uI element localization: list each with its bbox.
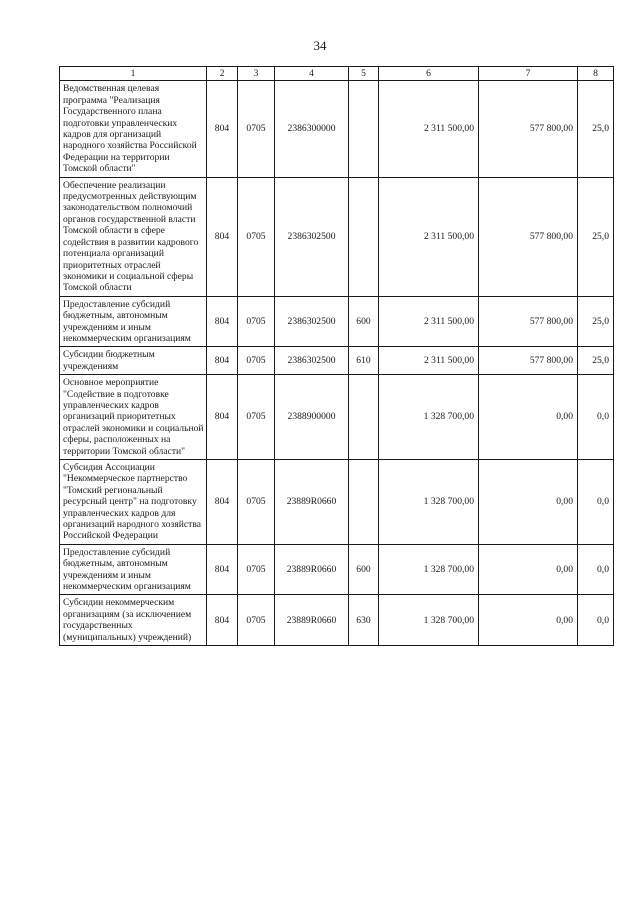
table-row	[60, 460, 614, 545]
expense-type-cell: 630	[349, 595, 379, 646]
row-name-cell: Основное мероприятие "Содействие в подготовке управленческих кадров организаций приоритетных отраслей экономики и социальной сферы, расположенных на территории Томской области"	[60, 375, 207, 460]
section-code-cell: 0705	[238, 544, 275, 595]
row-name-cell: Субсидия Ассоциации "Некоммерческое партнерство "Томский региональный ресурсный центр" на подготовку управленческих кадров для организаций народного хозяйства Российской Федерации	[60, 460, 207, 545]
header-cell: 2	[207, 67, 238, 81]
row-name-cell: Ведомственная целевая программа "Реализация Государственного плана подготовки управленческих кадров для организаций народного хозяйства Российской Федерации на территории Томской области"	[60, 81, 207, 177]
section-code-cell: 0705	[238, 296, 275, 347]
row-name-cell: Субсидии бюджетным учреждениям	[60, 347, 207, 375]
header-cell: 7	[479, 67, 578, 81]
admin-code-cell: 804	[207, 375, 238, 460]
percent-cell: 0,0	[578, 375, 614, 460]
section-code-cell: 0705	[238, 595, 275, 646]
expense-type-cell: 610	[349, 347, 379, 375]
plan-amount-cell: 2 311 500,00	[379, 177, 479, 296]
table-row	[60, 375, 614, 460]
table-header-row	[60, 67, 614, 81]
plan-amount-cell: 1 328 700,00	[379, 544, 479, 595]
actual-amount-cell: 577 800,00	[479, 177, 578, 296]
plan-amount-cell: 1 328 700,00	[379, 595, 479, 646]
percent-cell: 0,0	[578, 595, 614, 646]
expense-type-cell: 600	[349, 296, 379, 347]
admin-code-cell: 804	[207, 81, 238, 177]
actual-amount-cell: 0,00	[479, 375, 578, 460]
target-article-cell: 2386302500	[275, 347, 349, 375]
expense-type-cell	[349, 460, 379, 545]
plan-amount-cell: 2 311 500,00	[379, 347, 479, 375]
admin-code-cell: 804	[207, 296, 238, 347]
admin-code-cell: 804	[207, 544, 238, 595]
percent-cell: 25,0	[578, 81, 614, 177]
section-code-cell: 0705	[238, 347, 275, 375]
section-code-cell: 0705	[238, 460, 275, 545]
target-article-cell: 2386302500	[275, 296, 349, 347]
table-row	[60, 81, 614, 177]
header-cell: 3	[238, 67, 275, 81]
admin-code-cell: 804	[207, 595, 238, 646]
target-article-cell: 2386300000	[275, 81, 349, 177]
actual-amount-cell: 577 800,00	[479, 296, 578, 347]
actual-amount-cell: 577 800,00	[479, 81, 578, 177]
header-cell: 8	[578, 67, 614, 81]
actual-amount-cell: 0,00	[479, 460, 578, 545]
budget-table	[59, 66, 614, 646]
percent-cell: 25,0	[578, 177, 614, 296]
expense-type-cell	[349, 375, 379, 460]
table-body	[60, 67, 614, 646]
target-article-cell: 2388900000	[275, 375, 349, 460]
actual-amount-cell: 577 800,00	[479, 347, 578, 375]
section-code-cell: 0705	[238, 177, 275, 296]
row-name-cell: Предоставление субсидий бюджетным, автономным учреждениям и иным некоммерческим организациям	[60, 296, 207, 347]
table-row	[60, 177, 614, 296]
plan-amount-cell: 2 311 500,00	[379, 81, 479, 177]
header-cell: 5	[349, 67, 379, 81]
header-cell: 1	[60, 67, 207, 81]
percent-cell: 25,0	[578, 347, 614, 375]
row-name-cell: Предоставление субсидий бюджетным, автономным учреждениям и иным некоммерческим организациям	[60, 544, 207, 595]
percent-cell: 0,0	[578, 460, 614, 545]
admin-code-cell: 804	[207, 460, 238, 545]
percent-cell: 0,0	[578, 544, 614, 595]
table-row	[60, 347, 614, 375]
plan-amount-cell: 1 328 700,00	[379, 460, 479, 545]
target-article-cell: 23889R0660	[275, 544, 349, 595]
expense-type-cell	[349, 81, 379, 177]
expense-type-cell: 600	[349, 544, 379, 595]
section-code-cell: 0705	[238, 81, 275, 177]
admin-code-cell: 804	[207, 177, 238, 296]
page-number: 34	[313, 38, 327, 53]
admin-code-cell: 804	[207, 347, 238, 375]
actual-amount-cell: 0,00	[479, 595, 578, 646]
table-row	[60, 296, 614, 347]
target-article-cell: 23889R0660	[275, 595, 349, 646]
percent-cell: 25,0	[578, 296, 614, 347]
section-code-cell: 0705	[238, 375, 275, 460]
target-article-cell: 2386302500	[275, 177, 349, 296]
plan-amount-cell: 1 328 700,00	[379, 375, 479, 460]
target-article-cell: 23889R0660	[275, 460, 349, 545]
row-name-cell: Субсидии некоммерческим организациям (за исключением государственных (муниципальных) учреждений)	[60, 595, 207, 646]
expense-type-cell	[349, 177, 379, 296]
table-row	[60, 595, 614, 646]
table-row	[60, 544, 614, 595]
header-cell: 4	[275, 67, 349, 81]
row-name-cell: Обеспечение реализации предусмотренных действующим законодательством полномочий органов государственной власти Томской области в сфере содействия в развитии кадрового потенциала организаций приоритетных отраслей экономики и социальной сферы Томской области	[60, 177, 207, 296]
header-cell: 6	[379, 67, 479, 81]
actual-amount-cell: 0,00	[479, 544, 578, 595]
plan-amount-cell: 2 311 500,00	[379, 296, 479, 347]
